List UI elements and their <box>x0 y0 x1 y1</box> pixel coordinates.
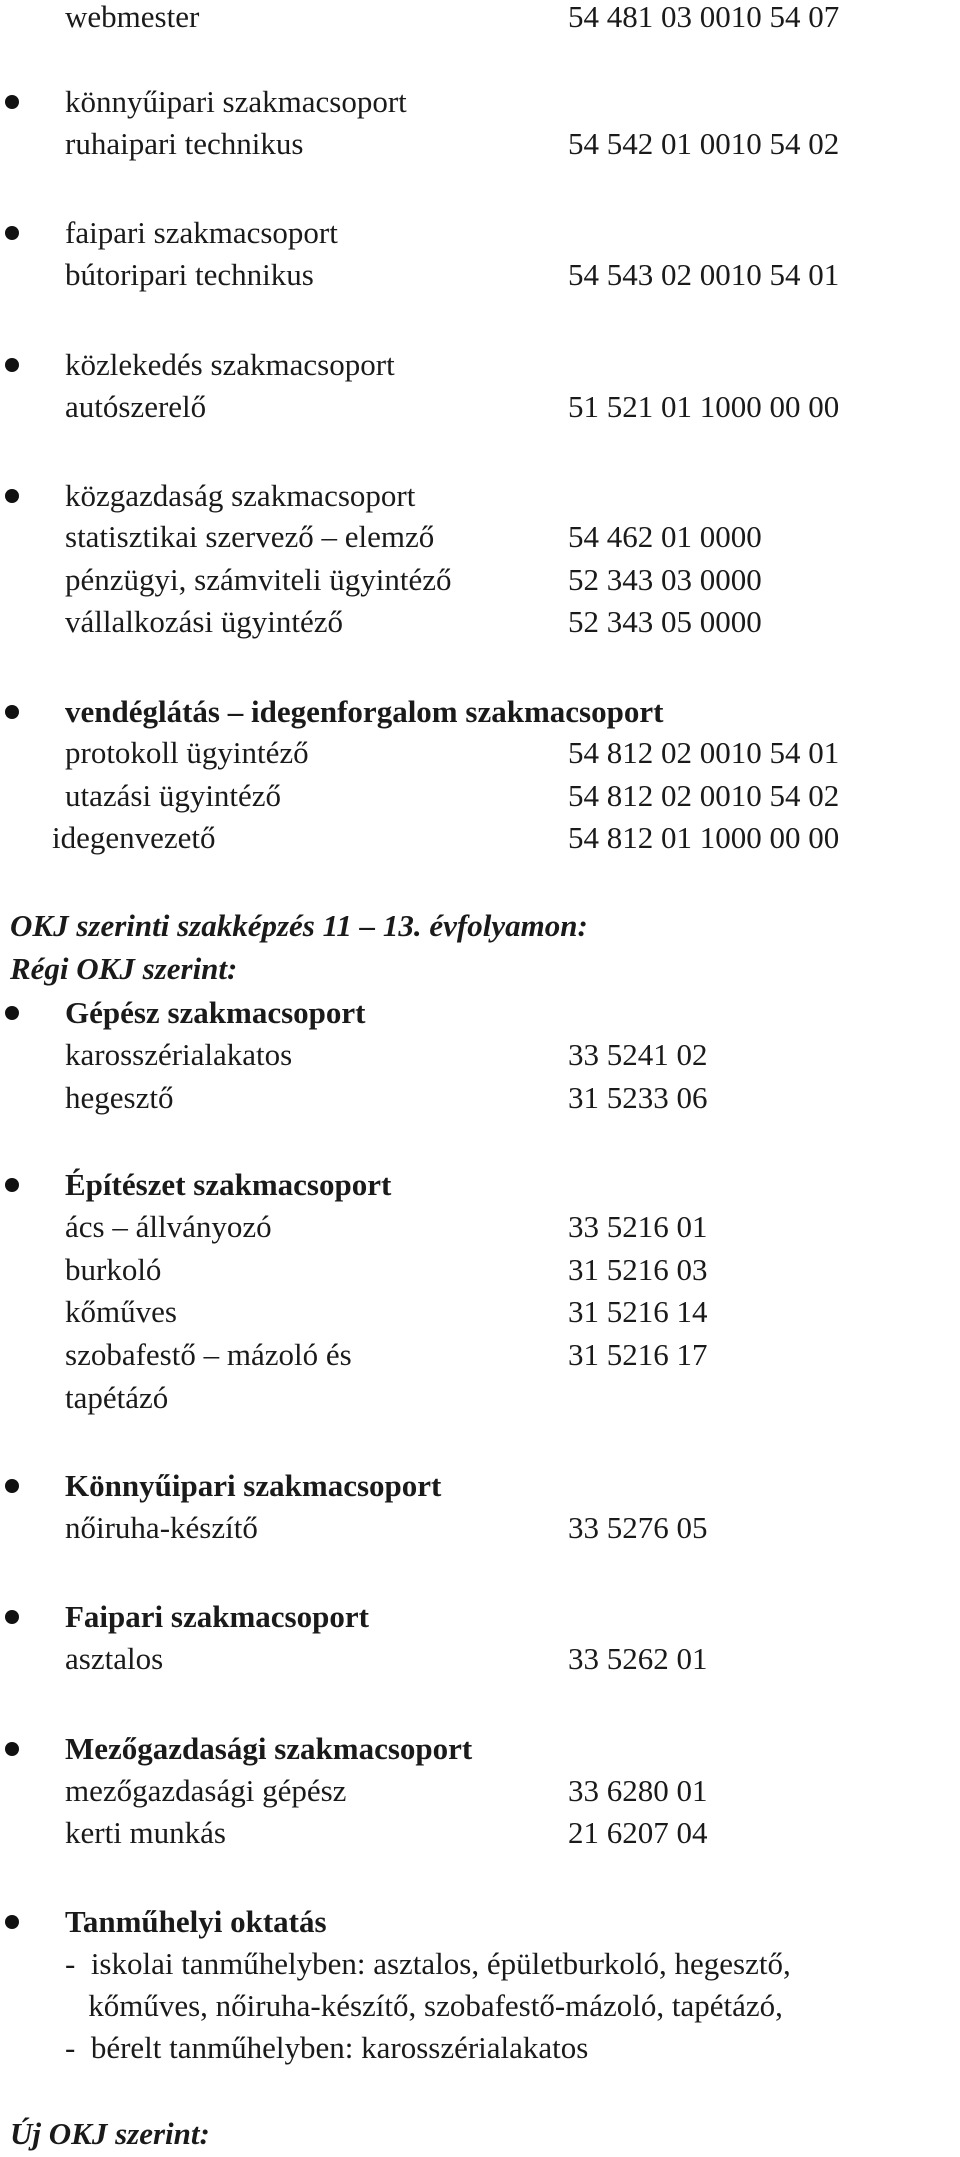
program-row <box>0 122 960 166</box>
group-heading <box>0 80 960 124</box>
group-title: közlekedés szakmacsoport <box>65 347 395 382</box>
bullet-icon <box>5 226 19 240</box>
program-row <box>0 515 960 559</box>
workshop-line: kőműves, nőiruha-készítő, szobafestő-mázoló, tapétázó, <box>65 1988 783 2023</box>
bullet-icon <box>5 1610 19 1624</box>
group-title: könnyűipari szakmacsoport <box>65 84 407 119</box>
program-name: idegenvezető <box>52 820 216 855</box>
program-name: autószerelő <box>65 389 207 424</box>
program-row <box>0 558 960 602</box>
program-code: 31 5216 17 <box>568 1337 708 1372</box>
program-code: 33 5276 05 <box>568 1510 708 1545</box>
program-name: hegesztő <box>65 1080 174 1115</box>
program-row <box>0 1205 960 1249</box>
section-subheading: Új OKJ szerint: <box>10 2116 210 2151</box>
bullet-icon <box>5 705 19 719</box>
group-title: Gépész szakmacsoport <box>65 995 366 1030</box>
program-code: 31 5216 14 <box>568 1294 708 1329</box>
group-heading <box>0 991 960 1035</box>
program-code: 31 5216 03 <box>568 1252 708 1287</box>
bullet-icon <box>5 1006 19 1020</box>
program-row <box>0 1033 960 1077</box>
program-row <box>0 600 960 644</box>
program-name: nőiruha-készítő <box>65 1510 258 1545</box>
group-title: Könnyűipari szakmacsoport <box>65 1468 442 1503</box>
program-name: szobafestő – mázoló és <box>65 1337 352 1372</box>
program-code: 52 343 05 0000 <box>568 604 762 639</box>
group-heading <box>0 1163 960 1207</box>
program-row <box>0 1248 960 1292</box>
program-name: karosszérialakatos <box>65 1037 293 1072</box>
program-name: vállalkozási ügyintéző <box>65 604 344 639</box>
program-name: mezőgazdasági gépész <box>65 1773 347 1808</box>
group-heading <box>0 1900 960 1944</box>
program-name: utazási ügyintéző <box>65 778 282 813</box>
program-name: protokoll ügyintéző <box>65 735 309 770</box>
program-row <box>0 1290 960 1334</box>
group-title: faipari szakmacsoport <box>65 215 338 250</box>
program-row <box>0 1333 960 1377</box>
program-name: burkoló <box>65 1252 162 1287</box>
program-name: asztalos <box>65 1641 164 1676</box>
section-subheading: Régi OKJ szerint: <box>10 951 238 986</box>
bullet-icon <box>5 1178 19 1192</box>
group-title: Építészet szakmacsoport <box>65 1167 392 1202</box>
bullet-icon <box>5 1742 19 1756</box>
group-heading <box>0 211 960 255</box>
program-row <box>0 1811 960 1855</box>
program-name-continuation: tapétázó <box>65 1380 169 1415</box>
workshop-line: - bérelt tanműhelyben: karosszérialakatos <box>65 2030 589 2065</box>
workshop-line: - iskolai tanműhelyben: asztalos, épületburkoló, hegesztő, <box>65 1946 791 1981</box>
program-name: ruhaipari technikus <box>65 126 304 161</box>
program-row <box>0 1076 960 1120</box>
program-code: 31 5233 06 <box>568 1080 708 1115</box>
bullet-icon <box>5 489 19 503</box>
bullet-icon <box>5 1915 19 1929</box>
group-heading <box>0 474 960 518</box>
program-row <box>0 1637 960 1681</box>
program-code: 54 462 01 0000 <box>568 519 762 554</box>
program-code: 33 5241 02 <box>568 1037 708 1072</box>
program-code: 21 6207 04 <box>568 1815 708 1850</box>
program-row <box>0 1506 960 1550</box>
program-name: pénzügyi, számviteli ügyintéző <box>65 562 452 597</box>
section-heading: OKJ szerinti szakképzés 11 – 13. évfolyamon: <box>10 908 588 943</box>
program-row <box>0 816 960 860</box>
program-code: 54 542 01 0010 54 02 <box>568 126 840 161</box>
group-title: Faipari szakmacsoport <box>65 1599 369 1634</box>
program-row <box>0 253 960 297</box>
group-heading <box>0 1464 960 1508</box>
program-row <box>0 731 960 775</box>
bullet-icon <box>5 95 19 109</box>
program-row <box>0 774 960 818</box>
group-heading <box>0 343 960 387</box>
program-name: kőműves <box>65 1294 177 1329</box>
group-heading <box>0 1727 960 1771</box>
bullet-icon <box>5 1479 19 1493</box>
program-code: 52 343 03 0000 <box>568 562 762 597</box>
group-heading <box>0 690 960 734</box>
group-title: közgazdaság szakmacsoport <box>65 478 416 513</box>
program-code: 54 812 02 0010 54 01 <box>568 735 840 770</box>
group-title: Mezőgazdasági szakmacsoport <box>65 1731 473 1766</box>
program-name: statisztikai szervező – elemző <box>65 519 435 554</box>
program-code: 33 6280 01 <box>568 1773 708 1808</box>
group-title: Tanműhelyi oktatás <box>65 1904 327 1939</box>
group-heading <box>0 1595 960 1639</box>
program-row <box>0 0 960 39</box>
group-title: vendéglátás – idegenforgalom szakmacsoport <box>65 694 664 729</box>
program-name: webmester <box>65 0 200 34</box>
program-code: 54 481 03 0010 54 07 <box>568 0 840 34</box>
program-name: bútoripari technikus <box>65 257 314 292</box>
program-code: 54 812 02 0010 54 02 <box>568 778 840 813</box>
program-code: 51 521 01 1000 00 00 <box>568 389 840 424</box>
bullet-icon <box>5 358 19 372</box>
program-name: ács – állványozó <box>65 1209 272 1244</box>
program-row <box>0 1769 960 1813</box>
program-code: 33 5262 01 <box>568 1641 708 1676</box>
program-row <box>0 385 960 429</box>
program-name: kerti munkás <box>65 1815 226 1850</box>
program-code: 54 812 01 1000 00 00 <box>568 820 840 855</box>
program-code: 54 543 02 0010 54 01 <box>568 257 840 292</box>
program-code: 33 5216 01 <box>568 1209 708 1244</box>
